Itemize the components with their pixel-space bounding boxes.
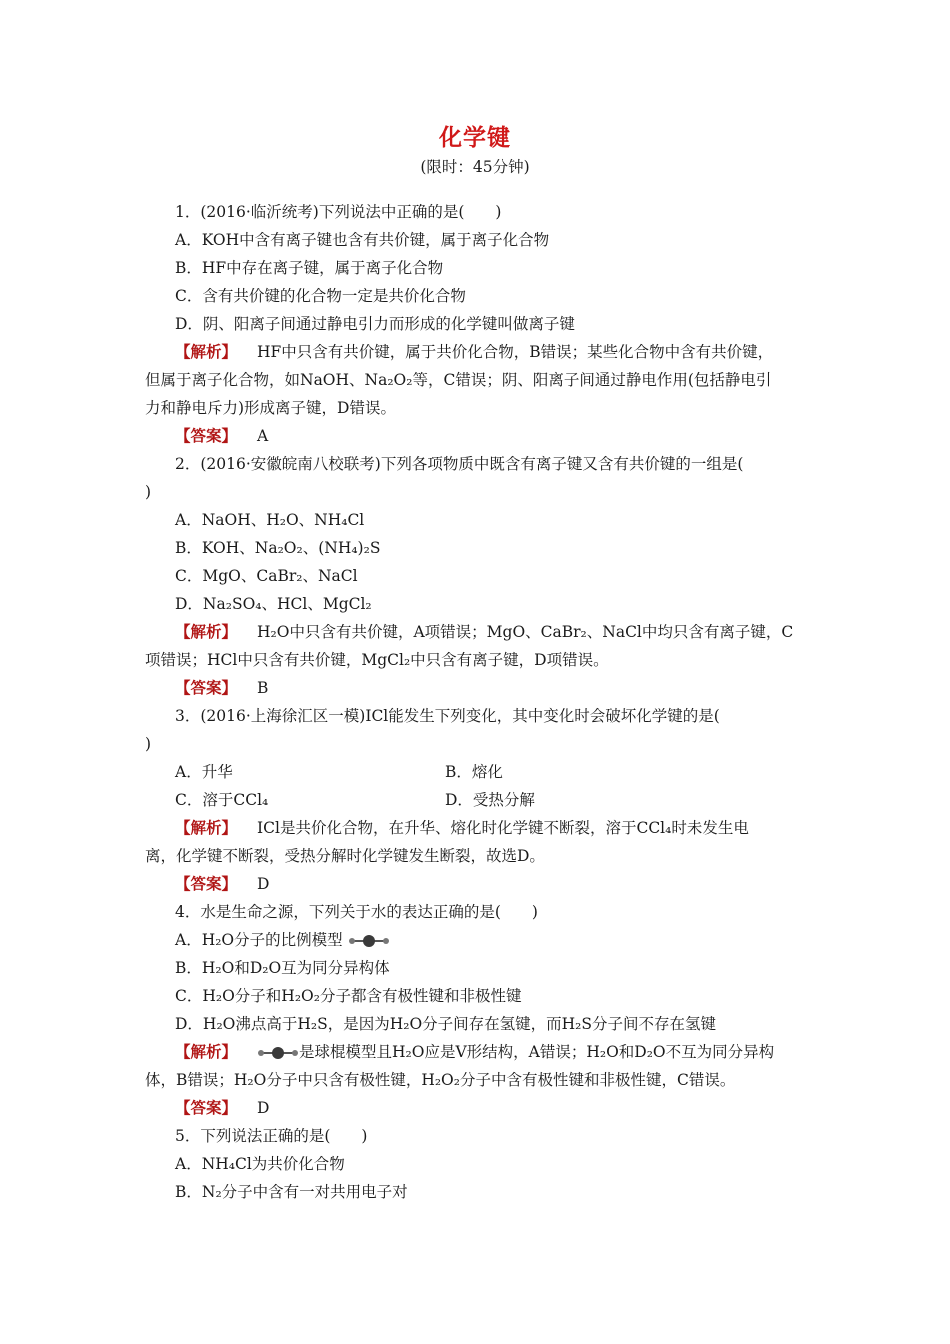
- q1-stem: 1．(2016·临沂统考)下列说法中正确的是( ): [175, 203, 502, 221]
- q1-option-d: D．阴、阳离子间通过静电引力而形成的化学键叫做离子键: [175, 315, 575, 333]
- q3-option-c: C．溶于CCl₄: [175, 791, 269, 809]
- q4-answer: [145, 1094, 810, 1122]
- q3-options-row1: [145, 758, 810, 786]
- q2-option-b: B．KOH、Na₂O₂、(NH₄)₂S: [175, 539, 381, 557]
- q4-option-b: B．H₂O和D₂O互为同分异构体: [175, 959, 390, 977]
- q2-option-a: A．NaOH、H₂O、NH₄Cl: [175, 511, 365, 529]
- q2-analysis: [145, 618, 810, 646]
- q2-answer: [145, 674, 810, 702]
- q2-analysis-line2: 项错误；HCl中只含有共价键，MgCl₂中只含有离子键，D项错误。: [145, 651, 609, 669]
- q2-analysis-line1: H₂O中只含有共价键，A项错误；MgO、CaBr₂、NaCl中均只含有离子键，C: [257, 623, 794, 641]
- q1-option-c: C．含有共价键的化合物一定是共价化合物: [175, 287, 466, 305]
- q3-answer-value: D: [257, 875, 270, 893]
- q1-analysis-line3: 力和静电斥力)形成离子键，D错误。: [145, 399, 396, 417]
- q1-option-b: B．HF中存在离子键，属于离子化合物: [175, 259, 444, 277]
- q5-option-b: B．N₂分子中含有一对共用电子对: [175, 1183, 408, 1201]
- q4-analysis-line2: 体，B错误；H₂O分子中只含有极性键，H₂O₂分子中含有极性键和非极性键，C错误。: [145, 1071, 736, 1089]
- q1-answer-value: A: [257, 427, 269, 445]
- answer-tag: 【答案】: [175, 1098, 238, 1117]
- q2-stem-end: ): [145, 483, 152, 501]
- ball-and-stick-model-icon: [348, 934, 390, 948]
- q2-option-d: D．Na₂SO₄、HCl、MgCl₂: [175, 595, 372, 613]
- question-list: [145, 176, 810, 1206]
- q4-option-c: C．H₂O分子和H₂O₂分子都含有极性键和非极性键: [175, 987, 522, 1005]
- q4-stem: 4．水是生命之源，下列关于水的表达正确的是( ): [175, 903, 538, 921]
- q3-analysis: [145, 814, 810, 842]
- q1-analysis-line2: 但属于离子化合物，如NaOH、Na₂O₂等，C错误；阴、阳离子间通过静电作用(包括静电引: [145, 371, 772, 389]
- q1-analysis: [145, 338, 810, 366]
- q2-option-c: C．MgO、CaBr₂、NaCl: [175, 567, 358, 585]
- q4-option-a-text: A．H₂O分子的比例模型: [175, 931, 343, 949]
- q4-answer-value: D: [257, 1099, 270, 1117]
- q3-options-row2: [145, 786, 810, 814]
- q3-option-a: A．升华: [175, 763, 233, 781]
- analysis-tag: 【解析】: [175, 622, 238, 641]
- q4-analysis: [145, 1038, 810, 1066]
- q5-option-a: A．NH₄Cl为共价化合物: [175, 1155, 345, 1173]
- analysis-tag: 【解析】: [175, 342, 238, 361]
- q5-stem: 5．下列说法正确的是( ): [175, 1127, 368, 1145]
- q3-analysis-line1: ICl是共价化合物，在升华、熔化时化学键不断裂，溶于CCl₄时未发生电: [257, 819, 749, 837]
- q4-option-a: [145, 926, 810, 954]
- ball-and-stick-model-icon: [257, 1046, 299, 1060]
- q3-stem-end: ): [145, 735, 152, 753]
- time-limit: (限时：45分钟): [420, 158, 530, 176]
- q2-answer-value: B: [257, 679, 269, 697]
- page-title: 化学键: [439, 124, 511, 151]
- q3-answer: [145, 870, 810, 898]
- q4-option-d: D．H₂O沸点高于H₂S，是因为H₂O分子间存在氢键，而H₂S分子间不存在氢键: [175, 1015, 717, 1033]
- answer-tag: 【答案】: [175, 678, 238, 697]
- q1-analysis-line1: HF中只含有共价键，属于共价化合物，B错误；某些化合物中含有共价键，: [257, 343, 774, 361]
- q3-stem: 3．(2016·上海徐汇区一模)ICl能发生下列变化，其中变化时会破坏化学键的是(: [175, 707, 720, 725]
- q1-answer: [145, 422, 810, 450]
- q2-stem: 2．(2016·安徽皖南八校联考)下列各项物质中既含有离子键又含有共价键的一组是(: [175, 455, 744, 473]
- analysis-tag: 【解析】: [175, 1042, 238, 1061]
- analysis-tag: 【解析】: [175, 818, 238, 837]
- q1-option-a: A．KOH中含有离子键也含有共价键，属于离子化合物: [175, 231, 550, 249]
- q3-option-d: D．受热分解: [445, 791, 535, 809]
- q3-analysis-line2: 离，化学键不断裂，受热分解时化学键发生断裂，故选D。: [145, 847, 545, 865]
- q4-analysis-line1: 是球棍模型且H₂O应是V形结构，A错误；H₂O和D₂O不互为同分异构: [299, 1043, 775, 1061]
- answer-tag: 【答案】: [175, 874, 238, 893]
- q3-option-b: B．熔化: [445, 763, 503, 781]
- answer-tag: 【答案】: [175, 426, 238, 445]
